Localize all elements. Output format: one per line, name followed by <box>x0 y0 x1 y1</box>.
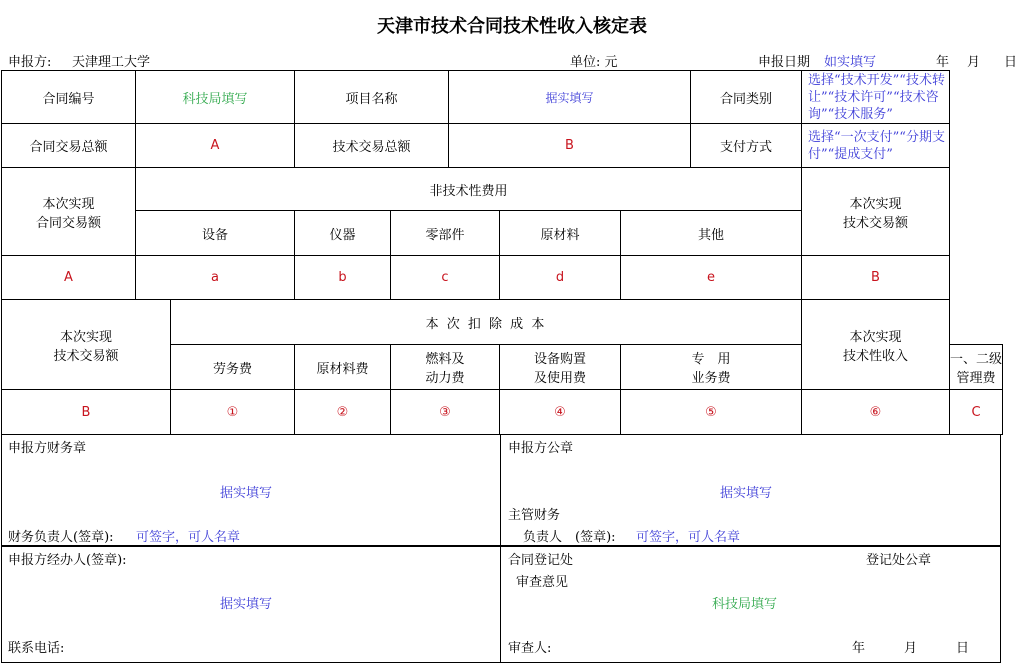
col-instrument: 仪器 <box>295 211 391 256</box>
nontech-header: 非技术性费用 <box>136 168 802 211</box>
s1-right-label: 本次实现 技术交易额 <box>802 168 950 256</box>
col-other: 其他 <box>621 211 802 256</box>
unit-label: 单位: 元 <box>570 55 618 70</box>
contract-type-label: 合同类别 <box>691 71 802 124</box>
registry-year: 年 <box>852 641 866 656</box>
handler-label: 申报方经办人(签章): <box>8 553 127 568</box>
date-value[interactable]: 如实填写 <box>824 55 877 70</box>
date-label: 申报日期 <box>758 55 811 70</box>
contract-no-value[interactable]: 科技局填写 <box>136 71 295 124</box>
date-day: 日 <box>1004 55 1018 70</box>
deduct-header: 本 次 扣 除 成 本 <box>171 300 802 345</box>
s2-value-5[interactable]: ⑤ <box>621 390 802 435</box>
col-equipment: 设备 <box>136 211 295 256</box>
registry-day: 日 <box>956 641 970 656</box>
col-fuel-power: 燃料及 动力费 <box>391 345 500 390</box>
review-opinion-label: 审查意见 <box>516 575 569 590</box>
contract-no-label: 合同编号 <box>2 71 136 124</box>
s2-value-left[interactable]: B <box>2 390 171 435</box>
s1-value-c[interactable]: c <box>391 256 500 300</box>
finance-fill[interactable]: 据实填写 <box>220 486 273 501</box>
contract-total-value[interactable]: A <box>136 124 295 168</box>
phone-label: 联系电话: <box>8 641 65 656</box>
s2-value-1[interactable]: ① <box>171 390 295 435</box>
finance-person-label: 财务负责人(签章): <box>8 530 114 545</box>
finance-seal-label: 申报方财务章 <box>8 441 87 456</box>
col-labor: 劳务费 <box>171 345 295 390</box>
col-management: 一、二级 管理费 <box>950 345 1003 390</box>
date-month: 月 <box>967 55 981 70</box>
date-year: 年 <box>936 55 950 70</box>
applicant-value: 天津理工大学 <box>72 55 151 70</box>
tech-total-value[interactable]: B <box>449 124 691 168</box>
s2-value-2[interactable]: ② <box>295 390 391 435</box>
s2-value-4[interactable]: ④ <box>500 390 621 435</box>
s2-value-6[interactable]: ⑥ <box>802 390 950 435</box>
contract-total-label: 合同交易总额 <box>2 124 136 168</box>
s2-value-3[interactable]: ③ <box>391 390 500 435</box>
col-parts: 零部件 <box>391 211 500 256</box>
approval-block <box>1 545 1001 663</box>
s1-left-label: 本次实现 合同交易额 <box>2 168 136 256</box>
public-seal-fill[interactable]: 据实填写 <box>720 486 773 501</box>
s1-value-right[interactable]: B <box>802 256 950 300</box>
col-raw-material-fee: 原材料费 <box>295 345 391 390</box>
s1-value-b[interactable]: b <box>295 256 391 300</box>
registry-month: 月 <box>904 641 918 656</box>
s1-value-e[interactable]: e <box>621 256 802 300</box>
public-person-value[interactable]: 可签字，可人名章 <box>636 530 741 545</box>
form-title: 天津市技术合同技术性收入核定表 <box>377 16 647 37</box>
s1-value-left[interactable]: A <box>2 256 136 300</box>
public-seal-label: 申报方公章 <box>508 441 574 456</box>
col-materials: 原材料 <box>500 211 621 256</box>
project-name-label: 项目名称 <box>295 71 449 124</box>
tech-total-label: 技术交易总额 <box>295 124 449 168</box>
public-person-label: 负责人 (签章): <box>523 530 616 545</box>
col-equipment-purchase: 设备购置 及使用费 <box>500 345 621 390</box>
registry-seal-label: 登记处公章 <box>866 553 932 568</box>
registry-fill[interactable]: 科技局填写 <box>712 597 778 612</box>
finance-person-value[interactable]: 可签字，可人名章 <box>136 530 241 545</box>
reviewer-label: 审查人: <box>508 641 552 656</box>
contract-type-note[interactable]: 选择“技术开发”“技术转让”“技术许可”“技术咨询”“技术服务” <box>802 71 950 124</box>
project-name-value[interactable]: 据实填写 <box>449 71 691 124</box>
payment-label: 支付方式 <box>691 124 802 168</box>
s1-value-d[interactable]: d <box>500 256 621 300</box>
handler-fill[interactable]: 据实填写 <box>220 597 273 612</box>
applicant-label: 申报方: <box>8 55 52 70</box>
payment-note[interactable]: 选择“一次支付”“分期支付”“提成支付” <box>802 124 950 168</box>
core-table <box>1 70 1003 435</box>
s1-value-a[interactable]: a <box>136 256 295 300</box>
s2-left-label: 本次实现 技术交易额 <box>2 300 171 390</box>
registry-label: 合同登记处 <box>508 553 574 568</box>
col-special-business: 专 用 业务费 <box>621 345 802 390</box>
s2-right-label: 本次实现 技术性收入 <box>802 300 950 390</box>
s2-value-right[interactable]: C <box>950 390 1003 435</box>
finance-dept-label: 主管财务 <box>508 508 561 523</box>
